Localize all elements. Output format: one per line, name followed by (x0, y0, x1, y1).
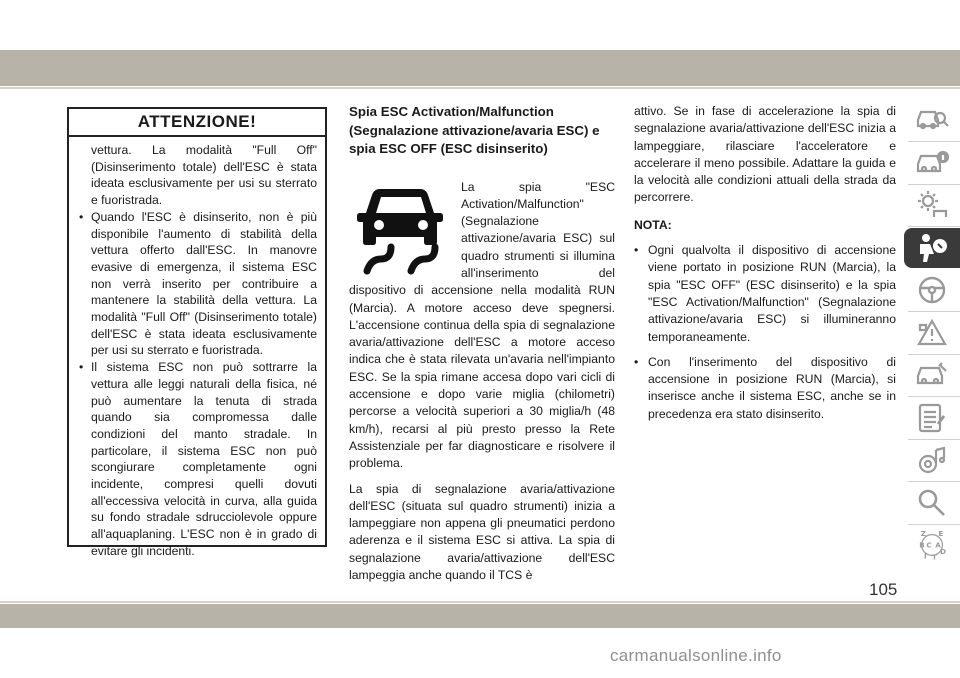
warning-body (69, 137, 325, 560)
service-car-icon (914, 359, 950, 391)
index-az-icon (914, 529, 950, 561)
footer-divider (0, 601, 960, 603)
tab-steering-wheel[interactable] (904, 270, 960, 310)
header-divider (0, 87, 960, 89)
tab-multimedia[interactable] (904, 440, 960, 480)
warning-road-icon (914, 317, 950, 349)
index-letter: E (938, 529, 944, 539)
steering-wheel-icon (914, 274, 950, 306)
section-title: Spia ESC Activation/Malfunction (Segnalazione attivazione/avaria ESC) e spia ESC OFF (ESC disinserito) (349, 104, 600, 156)
checklist-icon (914, 402, 950, 434)
dashboard-light-icon (914, 189, 950, 221)
section-paragraph: La spia di segnalazione avaria/attivazione dell'ESC (situata sul quadro strumenti) inizia a lampeggiare non appena gli pneumatici perdono aderenza e il sistema ESC si attiva. La spia di segnalazione avaria/attivazione dell'ESC lampeggia anche quando il TCS è (349, 481, 615, 583)
index-letter: A (935, 540, 941, 550)
main-column (349, 103, 615, 592)
tab-car-search[interactable] (904, 100, 960, 140)
right-column (634, 103, 896, 431)
tab-checklist[interactable] (904, 398, 960, 438)
note-title: NOTA: (634, 217, 672, 232)
tab-search[interactable] (904, 483, 960, 523)
warning-bullet: • Quando l'ESC è disinserito, non è più disponibile l'aumento di stabilità della vettura offerto dall'ESC. In manovre evasive di emergenza, il sistema ESC non verrà inserito per contribuire a mantenere la stabilità della vettura. La modalità "Full Off" (Disinserimento totale) dell'ESC è stata ideata esclusivamente per usi su sterrato e fuoristrada. (91, 209, 317, 359)
warning-intro: vettura. La modalità "Full Off" (Disinserimento totale) dell'ESC è stata ideata esclusivamente per usi su sterrato e fuoristrada. (91, 143, 317, 208)
car-info-icon (914, 147, 950, 179)
multimedia-icon (914, 444, 950, 476)
index-letter: B (919, 540, 925, 550)
tab-airbag-safety[interactable] (904, 228, 960, 268)
index-letter: D (940, 546, 946, 556)
index-letter: I (924, 551, 927, 561)
tab-car-info[interactable] (904, 143, 960, 183)
tab-index-az[interactable] (904, 525, 960, 565)
note-bullet: • Ogni qualvolta il dispositivo di accensione viene portato in posizione RUN (Marcia), la spia "ESC OFF" (ESC disinserito) e la spia "ESC Activation/Malfunction" (Segnalazione attivazione/avaria ESC) si illumineranno temporaneamente. (648, 242, 896, 346)
note-bullet: • Con l'inserimento del dispositivo di accensione in posizione RUN (Marcia), si inserisce anche il sistema ESC, anche se in precedenza era stato disinserito. (648, 354, 896, 423)
index-letter: T (932, 552, 937, 561)
warning-title: ATTENZIONE! (69, 109, 325, 137)
section-paragraph: La spia "ESC Activation/Malfunction" (Segnalazione attivazione/avaria ESC) sul quadro strumenti si illumina all'inserimento del dispositivo di accensione nella modalità RUN (Marcia). A motore acceso deve spegnersi. L'accensione continua della spia di segnalazione avaria/attivazione dell'ESC a motore acceso indica che è stata rilevata un'avaria nell'impianto ESC. Se la spia rimane accesa dopo vari cicli di accensione e dopo varie miglia (chilometri) percorse a velocità superiori a 30 miglia/h (48 km/h), recarsi al più presto presso la Rete Assistenziale per far diagnosticare e risolvere il problema. (349, 179, 615, 471)
index-letter: Z (920, 529, 927, 539)
tab-dashboard-light[interactable] (904, 185, 960, 225)
tab-service-car[interactable] (904, 355, 960, 395)
index-letter: C (926, 540, 932, 550)
page-number: 105 (869, 580, 898, 599)
header-band (0, 50, 960, 86)
tab-warning-road[interactable] (904, 313, 960, 353)
search-icon (914, 487, 950, 519)
esc-skid-car-icon (349, 181, 453, 277)
warning-bullet: • Il sistema ESC non può sottrarre la vettura alle leggi naturali della fisica, né può aumentare la tenuta di strada quando sia compromessa dalle condizioni del manto stradale. In particolare, il sistema ESC non può scongiurare completamente ogni incidente, compresi quelli dovuti all'eccessiva velocità in curva, alla guida su fondo stradale sdrucciolevole oppure all'aquaplaning. L'ESC non è in grado di evitare gli incidenti. (91, 359, 317, 559)
chapter-tabs (904, 100, 960, 568)
airbag-safety-icon (914, 232, 950, 264)
continuation-paragraph: attivo. Se in fase di accelerazione la spia di segnalazione avaria/attivazione dell'ESC inizia a lampeggiare, rilasciare l'acceleratore e accelerare il meno possibile. Adattare la guida e la velocità alle condizioni attuali della strada da percorrere. (634, 104, 896, 205)
watermark: carmanualsonline.info (610, 646, 782, 665)
footer-band (0, 604, 960, 628)
warning-box (67, 107, 327, 558)
car-search-icon (914, 104, 950, 136)
